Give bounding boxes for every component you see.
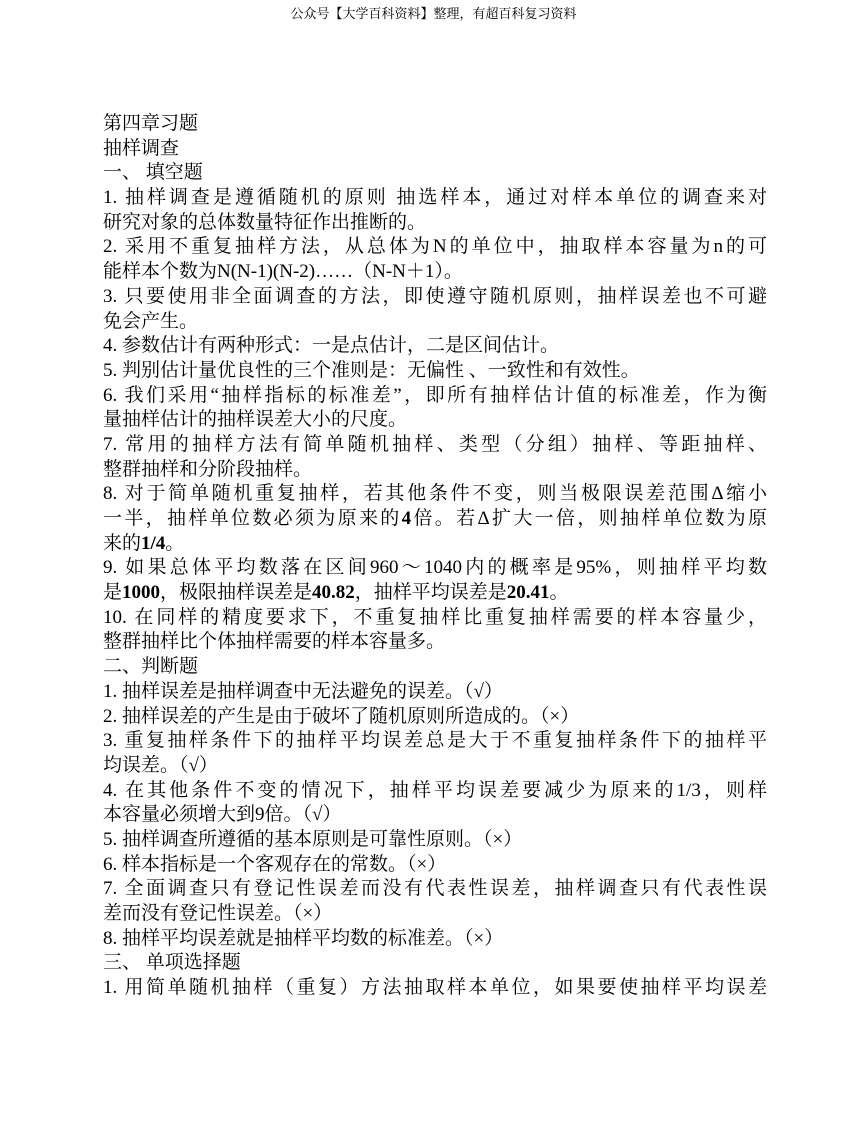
text-segment: 是 (103, 582, 123, 604)
text-segment: 第四章习题 (103, 113, 199, 134)
text-line (103, 927, 767, 952)
text-segment: 9. 如果总体平均数落在区间960～1040内的概率是95%，则抽样平均数 (103, 557, 767, 579)
text-segment: 7. 常用的抽样方法有简单随机抽样、类型（分组）抽样、等距抽样、 (103, 433, 767, 455)
text-line (103, 655, 767, 680)
text-segment: 本容量必须增大到9倍。（√） (103, 804, 342, 826)
text-line (103, 433, 767, 458)
text-segment: 2. 抽样误差的产生是由于破坏了随机原则所造成的。（×） (103, 705, 580, 727)
text-segment: 3. 重复抽样条件下的抽样平均误差总是大于不重复抽样条件下的抽样平 (103, 730, 767, 752)
text-segment: ，极限抽样误差是 (160, 582, 313, 604)
text-segment: 7. 全面调查只有登记性误差而没有代表性误差，抽样调查只有代表性误 (103, 878, 767, 900)
text-segment: 免会产生。 (103, 310, 199, 332)
text-line (103, 408, 767, 433)
text-segment: 倍。若Δ扩大一倍，则抽样单位数为原 (411, 508, 767, 529)
text-segment: 4. 参数估计有两种形式：一是点估计，二是区间估计。 (103, 335, 560, 357)
text-segment: ，抽样平均误差是 (354, 582, 507, 604)
text-segment: 8. 抽样平均误差就是抽样平均数的标准差。（×） (103, 927, 504, 949)
text-segment: 6. 样本指标是一个客观存在的常数。（×） (103, 853, 447, 875)
text-segment: 6. 我们采用“抽样指标的标准差”，即所有抽样估计值的标准差，作为衡 (103, 384, 767, 406)
text-line (103, 976, 767, 1001)
text-segment: 。 (165, 532, 185, 554)
text-line (103, 630, 767, 655)
text-line (103, 334, 767, 359)
text-segment: 1. 抽样调查是遵循随机的原则 抽选样本，通过对样本单位的调查来对 (103, 187, 767, 209)
text-line (103, 902, 767, 927)
bold-answer: 1000 (122, 582, 161, 604)
text-line (103, 803, 767, 828)
text-segment: 。 (549, 582, 569, 604)
text-segment: 整群抽样比个体抽样需要的样本容量多。 (103, 631, 446, 653)
text-line (103, 507, 767, 532)
text-line (103, 853, 767, 878)
text-segment: 抽样调查 (103, 137, 180, 159)
text-segment: 10. 在同样的精度要求下，不重复抽样比重复抽样需要的样本容量少， (103, 606, 767, 628)
text-segment: 二、判断题 (103, 656, 199, 678)
text-line (103, 581, 767, 606)
text-line (103, 359, 767, 384)
text-line (103, 260, 767, 285)
text-segment: 8. 对于简单随机重复抽样，若其他条件不变，则当极限误差范围Δ缩小 (103, 483, 767, 505)
document-body (103, 112, 767, 1001)
text-line (103, 680, 767, 705)
text-line (103, 877, 767, 902)
text-line (103, 532, 767, 557)
bold-answer: 1/4 (141, 532, 166, 554)
text-line (103, 606, 767, 631)
text-segment: 研究对象的总体数量特征作出推断的。 (103, 211, 427, 233)
text-line (103, 951, 767, 976)
text-segment: 均误差。（√） (103, 754, 218, 776)
bold-answer: 40.82 (312, 582, 355, 604)
text-line (103, 112, 767, 137)
text-line (103, 235, 767, 260)
text-segment: 三、 单项选择题 (103, 952, 241, 974)
text-line (103, 729, 767, 754)
text-line (103, 754, 767, 779)
text-segment: 一、 填空题 (103, 162, 203, 184)
bold-answer: 4 (401, 508, 412, 529)
text-line (103, 828, 767, 853)
bold-answer: 20.41 (506, 582, 550, 604)
text-segment: 一半，抽样单位数必须为原来的 (103, 508, 402, 529)
text-line (103, 211, 767, 236)
text-segment: 5. 抽样调查所遵循的基本原则是可靠性原则。（×） (103, 828, 523, 850)
page-header-note: 公众号【大学百科资料】整理，有超百科复习资料 (290, 6, 577, 21)
text-line (103, 556, 767, 581)
text-segment: 差而没有登记性误差。（×） (103, 903, 333, 924)
text-line (103, 137, 767, 162)
text-line (103, 161, 767, 186)
text-line (103, 705, 767, 730)
text-segment: 1. 用简单随机抽样（重复）方法抽取样本单位，如果要使抽样平均误差 (103, 977, 767, 999)
text-line (103, 779, 767, 804)
text-line (103, 384, 767, 409)
text-line (103, 458, 767, 483)
text-segment: 1. 抽样误差是抽样调查中无法避免的误差。（√） (103, 680, 503, 702)
text-segment: 4. 在其他条件不变的情况下，抽样平均误差要减少为原来的1/3，则样 (103, 779, 767, 801)
text-segment: 量抽样估计的抽样误差大小的尺度。 (103, 409, 408, 431)
text-segment: 3. 只要使用非全面调查的方法，即使遵守随机原则，抽样误差也不可避 (103, 285, 767, 307)
text-line (103, 482, 767, 507)
text-segment: 来的 (103, 532, 142, 554)
text-segment: 5. 判别估计量优良性的三个准则是：无偏性 、一致性和有效性。 (103, 359, 640, 381)
text-segment: 能样本个数为N(N-1)(N-2)……（N-N＋1）。 (103, 261, 463, 283)
text-segment: 整群抽样和分阶段抽样。 (103, 458, 313, 480)
text-line (103, 186, 767, 211)
text-line (103, 310, 767, 335)
text-segment: 2. 采用不重复抽样方法，从总体为N的单位中，抽取样本容量为n的可 (103, 236, 767, 258)
text-line (103, 285, 767, 310)
